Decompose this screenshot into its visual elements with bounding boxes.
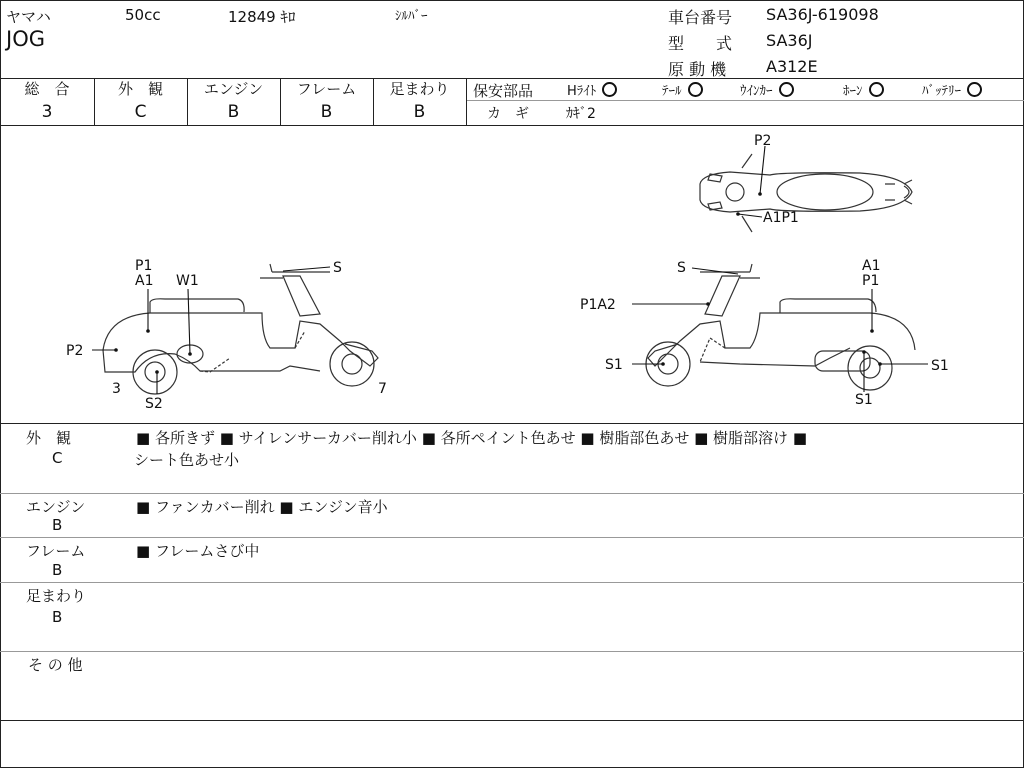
rule [0,720,1024,721]
diagram-label: S1 [855,392,873,408]
grade-value: 3 [41,102,53,122]
safety-item-winker [740,80,794,99]
top-view-scooter [700,154,912,232]
grade-label: 外 観 [117,80,163,98]
safety-item-horn [843,80,884,99]
note-line: ■ 各所きず ■ サイレンサーカバー削れ小 ■ 各所ペイント色あせ ■ 樹脂部色あせ ■ 樹脂部溶け ■ [136,429,807,447]
grade-label: フレーム [296,80,357,98]
key-value: ｶｷﾞ2 [566,106,596,122]
safety-item-battery [922,80,982,99]
rule [0,537,1024,538]
note-title: そ の 他 [28,656,83,674]
key-label: カ ギ [487,106,529,122]
note-title: エンジン [26,498,86,516]
grade-frame [280,79,373,125]
grade-exterior [94,79,187,125]
leader-lines [92,146,928,394]
safety-item-name: Hﾗｲﾄ [567,84,597,99]
grade-suspension [373,79,466,125]
diagram-label: P1A2 [580,297,616,313]
diagram-label: A1 [135,273,154,289]
frame-no-label: 車台番号 [668,8,733,27]
damage-diagram [0,126,1024,423]
color: ｼﾙﾊﾞｰ [395,9,428,24]
note-grade: B [52,608,63,626]
note-grade: B [52,561,63,579]
safety-item-name: ﾎｰﾝ [843,84,863,99]
grade-value: C [134,102,147,122]
diagram-label: A1P1 [763,210,799,226]
rule [0,582,1024,583]
ok-circle-icon [779,82,794,97]
ok-circle-icon [869,82,884,97]
diagram-label: S1 [931,358,949,374]
diagram-label: P2 [66,343,84,359]
grade-label: エンジン [203,80,264,98]
safety-item-name: ﾊﾞｯﾃﾘｰ [922,84,961,99]
divider [466,78,467,125]
grade-overall [0,79,94,125]
diagram-label: 7 [378,381,387,397]
rule [0,493,1024,494]
type-value: SA36J [766,31,813,50]
ok-circle-icon [688,82,703,97]
diagram-label: W1 [176,273,199,289]
grade-engine [187,79,280,125]
type-label: 型 式 [668,34,733,53]
safety-item-headlight [567,80,617,99]
rule [0,423,1024,424]
grade-value: B [320,102,333,122]
diagram-label: P1 [862,273,880,289]
ok-circle-icon [602,82,617,97]
model-name: JOG [6,27,45,51]
note-grade: C [52,449,63,467]
note-line: シート色あせ小 [134,451,240,469]
diagram-label: P2 [754,133,772,149]
engine-value: A312E [766,57,818,76]
safety-item-name: ﾃｰﾙ [662,84,682,99]
note-title: 外 観 [26,429,72,447]
diagram-label: A1 [862,258,881,274]
engine-label: 原 動 機 [668,60,727,79]
rule [0,651,1024,652]
safety-item-tail [662,80,703,99]
rule [467,100,1024,101]
diagram-label: P1 [135,258,153,274]
note-line: ■ フレームさび中 [136,542,260,560]
mileage: 12849 ｷﾛ [228,8,296,26]
ok-circle-icon [967,82,982,97]
displacement: 50cc [125,6,161,24]
diagram-label: 3 [112,381,121,397]
note-title: 足まわり [26,587,87,605]
note-grade: B [52,516,63,534]
diagram-label: S1 [605,357,623,373]
grade-value: B [413,102,426,122]
maker-name: ヤマハ [6,8,51,26]
diagram-label: S [333,260,342,276]
safety-item-name: ｳｲﾝｶｰ [740,84,773,99]
grade-label: 総 合 [24,80,70,98]
safety-label: 保安部品 [473,82,534,100]
diagram-label: S [677,260,686,276]
note-title: フレーム [26,542,86,560]
grade-label: 足まわり [389,80,450,98]
diagram-label: S2 [145,396,163,412]
grade-value: B [227,102,240,122]
note-line: ■ ファンカバー削れ ■ エンジン音小 [136,498,388,516]
frame-no-value: SA36J-619098 [766,5,879,24]
